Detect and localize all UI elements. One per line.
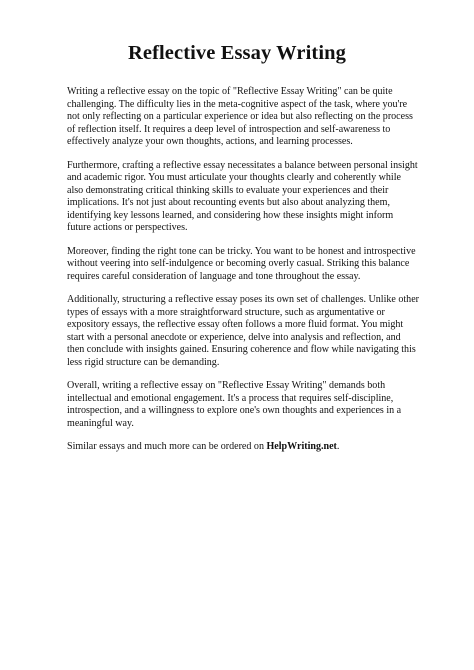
document-body [67,86,419,465]
closing-period: . [336,441,340,452]
paragraph-5: Overall, writing a reflective essay on "Reflective Essay Writing" demands both intellectual and emotional engagement. It's a process that requires self-discipline, introspection, and a willingness to explore one's own thoughts and experiences in a meaningful way. [67,380,402,429]
closing-text: Similar essays and much more can be ordered on [67,441,267,452]
paragraph-1: Writing a reflective essay on the topic of "Reflective Essay Writing" can be quite challenging. The difficulty lies in the meta-cognitive aspect of the task, where you're not only reflecting on a particular experience or idea but also reflecting on the process of reflection itself. It requires a deep level of introspection and self-awareness to effectively analyze your own thoughts, actions, and learning processes. [67,86,413,147]
paragraph-3: Moreover, finding the right tone can be tricky. You want to be honest and introspective without veering into self-indulgence or becoming overly casual. Striking this balance requires careful consideration of language and tone throughout the essay. [67,245,416,282]
helpwriting-link[interactable]: HelpWriting.net [266,441,337,452]
paragraph-4: Additionally, structuring a reflective essay poses its own set of challenges. Unlike other types of essays with a more straightforward structure, such as argumentative or expository essays, the reflective essay often follows a more fluid format. You might start with a personal anecdote or experience, delve into analysis and reflection, and then conclude with insights gained. Ensuring coherence and flow while navigating this less rigid structure can be demanding. [67,294,420,368]
closing-line [67,441,419,454]
document-title: Reflective Essay Writing [127,42,346,64]
paragraph-2: Furthermore, crafting a reflective essay necessitates a balance between personal insight and academic rigor. You must articulate your thoughts clearly and coherently while also demonstrating critical thinking skills to evaluate your experiences and their implications. It's not just about recounting events but also about analyzing them, identifying key lessons learned, and considering how these insights might inform future actions or perspectives. [67,159,418,233]
